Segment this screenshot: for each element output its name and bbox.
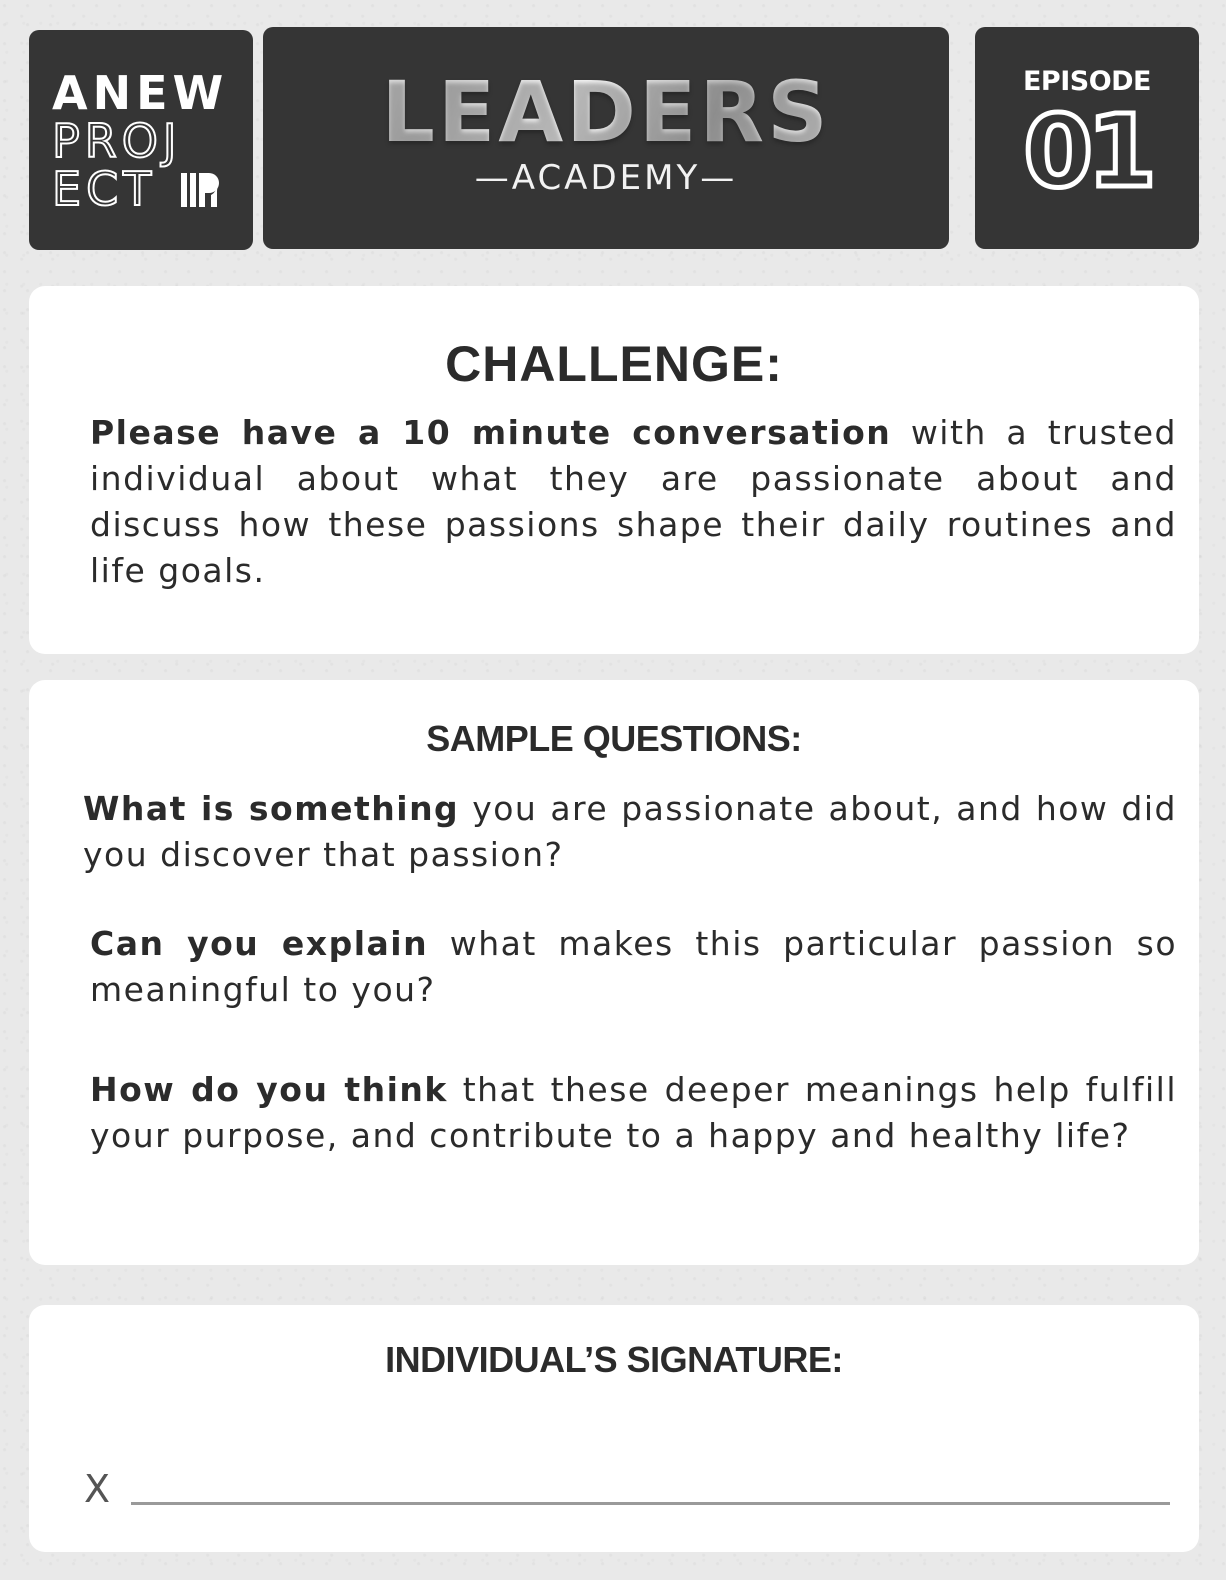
question-bold-lead: Can you explain — [90, 924, 429, 963]
challenge-card — [29, 286, 1199, 654]
question-bold-lead: What is something — [83, 789, 460, 828]
question-text: what makes this particular passion so meaningful to you? — [90, 924, 1178, 1009]
question-item — [90, 1067, 1177, 1159]
question-text: that these deeper meanings help fulfill your purpose, and contribute to a happy and healthy life? — [90, 1070, 1177, 1155]
signature-x-mark: X — [84, 1467, 111, 1511]
challenge-heading: CHALLENGE: — [445, 336, 783, 392]
logo-text-line-3: ECT — [52, 162, 157, 216]
question-bold-lead: How do you think — [90, 1070, 448, 1109]
challenge-text — [90, 410, 1177, 594]
question-text: you are passionate about, and how did you discover that passion? — [83, 789, 1177, 874]
banner-subtitle: —ACADEMY— — [474, 158, 738, 198]
banner-title: LEADERS — [263, 67, 949, 157]
leaders-academy-banner — [263, 27, 949, 249]
sample-questions-card — [29, 680, 1199, 1265]
challenge-body-text: with a trusted individual about what they are passionate about and discuss how these passions shape their daily routines and life goals. — [90, 413, 1177, 590]
logo-text-line-2: PROJ — [52, 114, 182, 168]
logo-text-line-1: ANEW — [52, 66, 229, 120]
signature-line[interactable] — [131, 1502, 1170, 1505]
episode-badge — [975, 27, 1199, 249]
questions-heading: SAMPLE QUESTIONS: — [426, 718, 802, 759]
episode-label: EPISODE — [1022, 66, 1152, 97]
question-item — [90, 921, 1177, 1013]
episode-number: 01 — [1023, 93, 1151, 210]
ap-monogram-icon — [179, 171, 223, 209]
challenge-bold-text: Please have a 10 minute conversation — [90, 413, 892, 452]
anew-project-logo — [29, 30, 253, 250]
signature-heading: INDIVIDUAL’S SIGNATURE: — [385, 1339, 843, 1380]
signature-card — [29, 1305, 1199, 1552]
question-item — [83, 786, 1177, 878]
